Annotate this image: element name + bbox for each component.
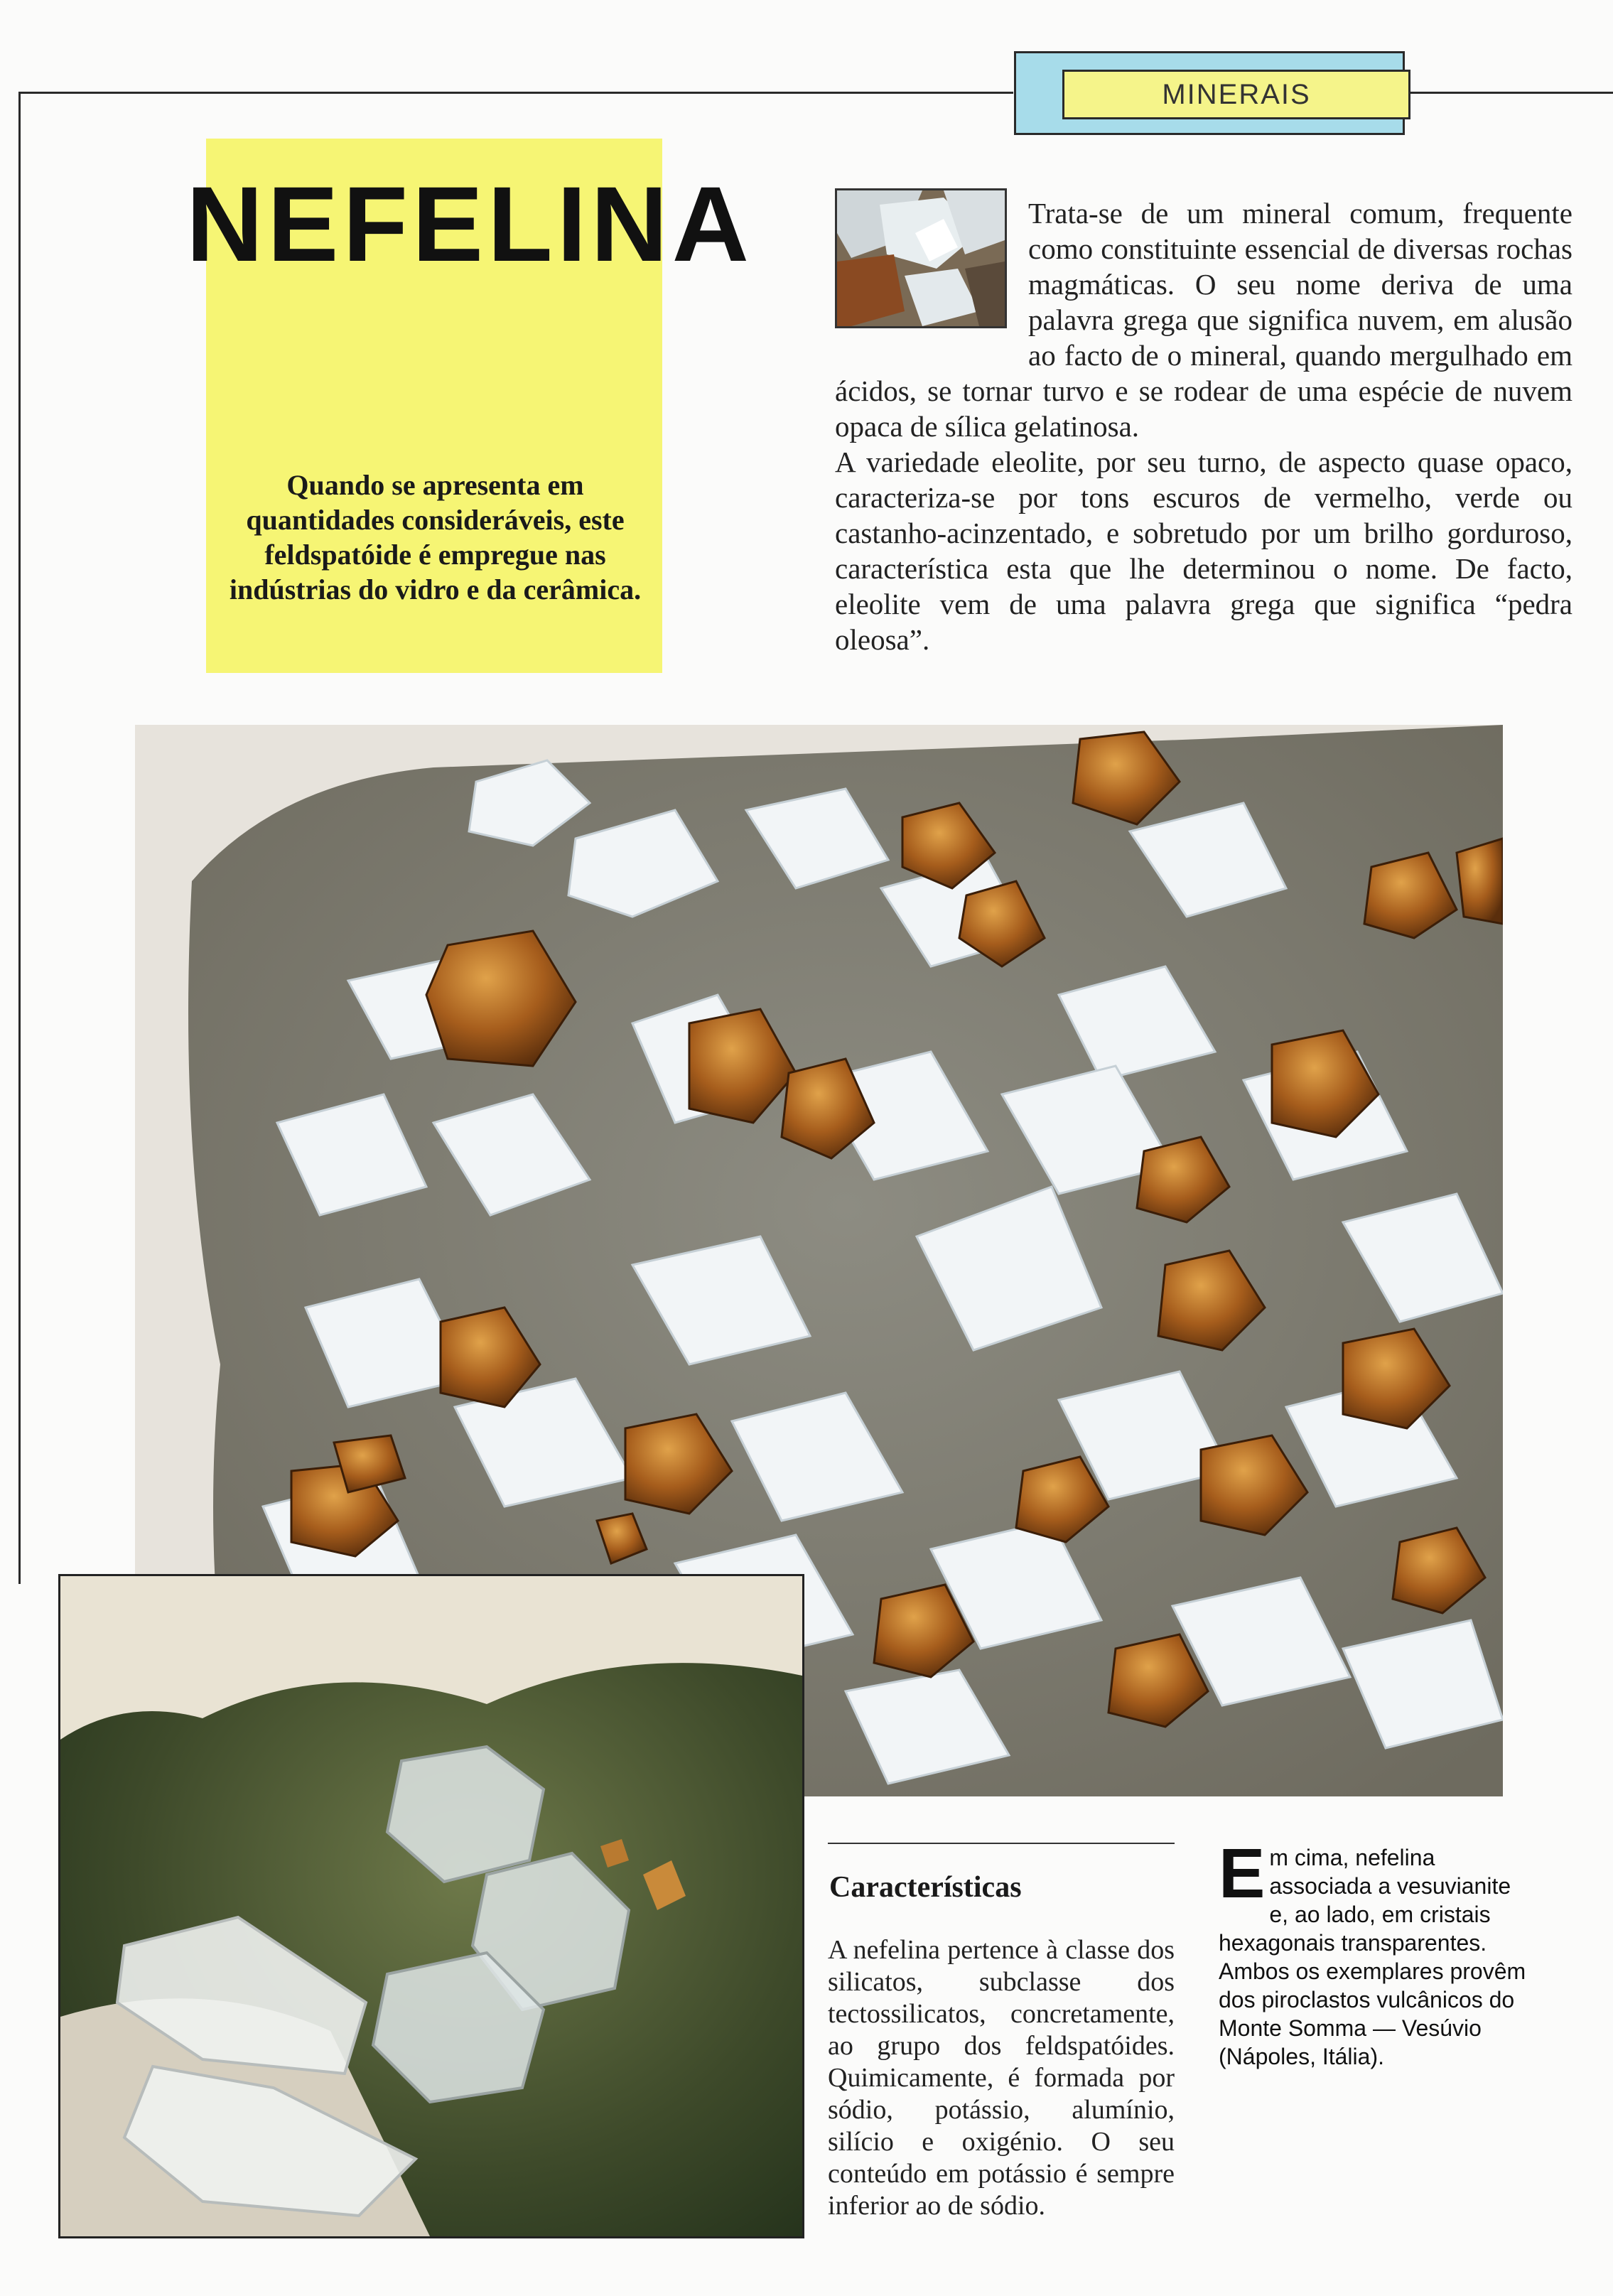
page-frame-left-rule [18,92,21,1584]
callout-text: Quando se apresenta em quantidades consideráveis, este feldspatóide é empregue nas indústrias do vidro e da cerâmica. [229,469,642,605]
hexagonal-crystals-photo [58,1574,804,2238]
page-title: NEFELINA [186,164,753,284]
characteristics-heading: Características [829,1871,1022,1904]
page-frame-top-rule-right [1410,92,1613,94]
caption-text: m cima, nefelina associada a vesuvianite e, ao lado, em cristais hexagonais transparentes. Ambos os exemplares provêm dos piroclastos vulcânicos do Monte Somma — Vesúvio (Nápoles, Itália). [1219,1845,1526,2069]
characteristics-body: A nefelina pertence à classe dos silicatos, subclasse dos tectossilicatos, concretamente, ao grupo dos feldspatóides. Quimicamente, é formada por sódio, potássio, alumínio, silício e oxigénio. O seu conteúdo em potássio é sempre inferior ao de sódio. [828,1935,1175,2221]
page-frame-top-rule [18,92,1013,94]
intro-paragraph-2: A variedade eleolite, por seu turno, de aspecto quase opaco, caracteriza-se por tons escuros de vermelho, verde ou castanho-acinzentado, e sobretudo por um brilho gorduroso, característica esta que lhe determinou o nome. De facto, eleolite vem de uma palavra grega que significa “pedra oleosa”. [835,446,1572,656]
intro-paragraph-1: Trata-se de um mineral comum, frequente como constituinte essencial de diversas rochas magmáticas. O seu nome deriva de uma palavra grega que significa nuvem, em alusão ao facto de o mineral, quando mergulhado em ácidos, se tornar turvo e se rodear de uma espécie de nuvem opaca de sílica gelatinosa. [835,197,1572,443]
photo-caption [1219,1834,1531,2071]
caption-dropcap: E [1219,1834,1266,1912]
section-divider [828,1843,1175,1844]
intro-text [835,195,1572,657]
section-tab: MINERAIS [1062,70,1410,119]
